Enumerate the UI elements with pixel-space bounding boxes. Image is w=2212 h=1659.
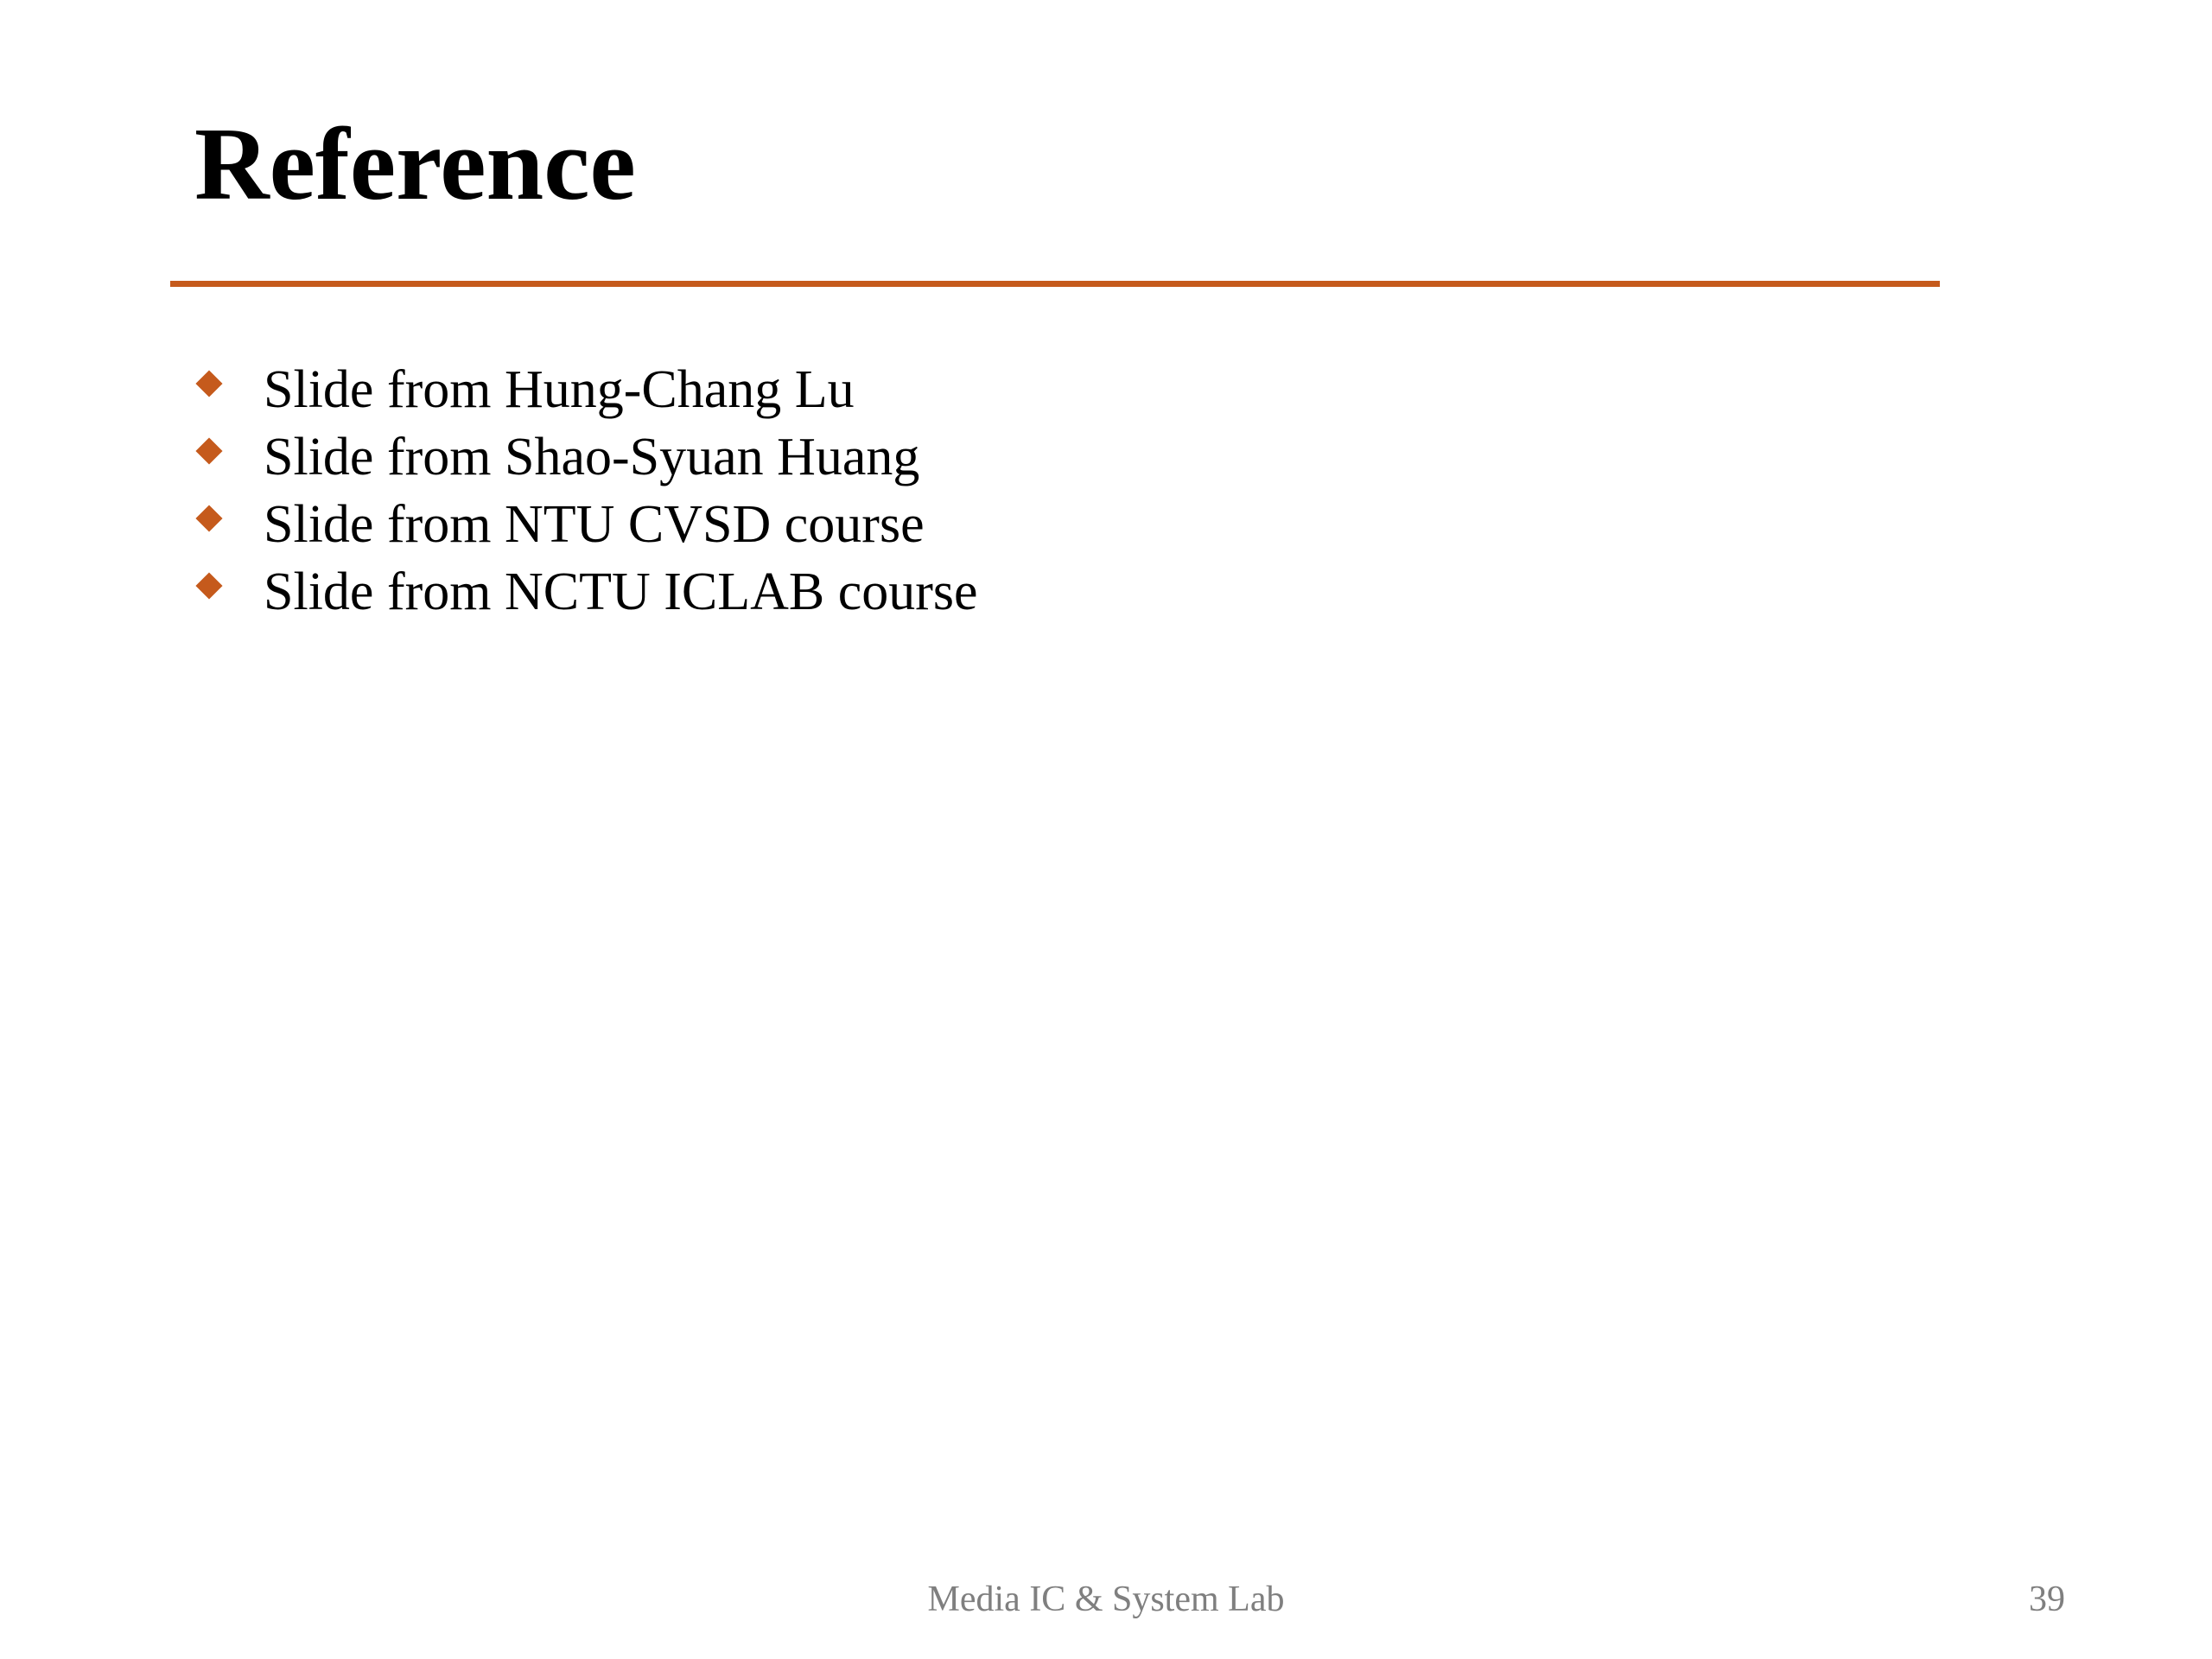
- slide-title: Reference: [194, 106, 636, 221]
- bullet-text: Slide from Hung-Chang Lu: [264, 360, 855, 419]
- footer-lab-name: Media IC & System Lab: [927, 1580, 1285, 1619]
- bullet-text: Slide from NCTU ICLAB course: [264, 563, 978, 621]
- title-divider: [170, 281, 1940, 287]
- diamond-bullet-icon: [195, 505, 222, 531]
- diamond-bullet-icon: [195, 370, 222, 397]
- bullet-text: Slide from Shao-Syuan Huang: [264, 428, 920, 486]
- diamond-bullet-icon: [195, 572, 222, 599]
- diamond-bullet-icon: [195, 437, 222, 464]
- page-number: 39: [2029, 1580, 2065, 1619]
- bullet-text: Slide from NTU CVSD course: [264, 495, 925, 554]
